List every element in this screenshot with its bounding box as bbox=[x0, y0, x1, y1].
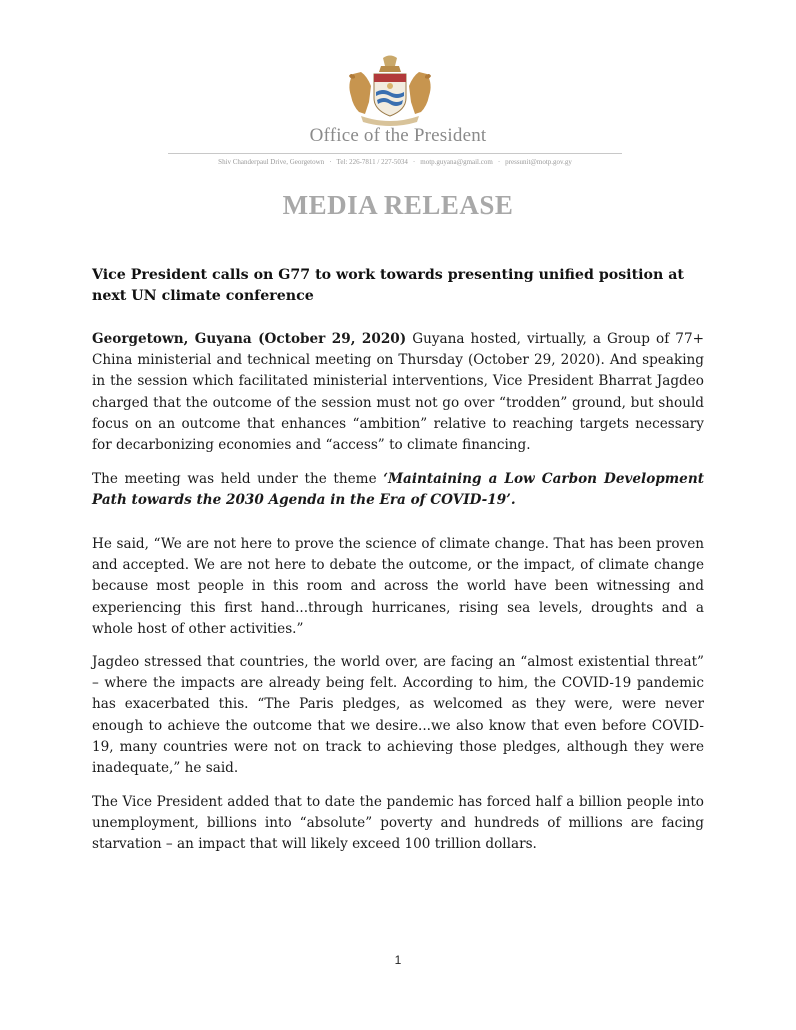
office-title: Office of the President bbox=[309, 125, 487, 146]
paragraph-5: The Vice President added that to date the pandemic has forced half a billion people into unemployment, billions into “absolute” poverty and hundreds of millions are facing starvation – an impact that will likely exceed 100 trillion dollars. bbox=[92, 794, 704, 853]
contact-email: motp.guyana@gmail.com bbox=[420, 158, 493, 166]
contact-line bbox=[168, 158, 622, 166]
contact-phone: Tel: 226-7811 / 227-5034 bbox=[336, 158, 408, 166]
separator-dot: · bbox=[497, 158, 501, 166]
page-number: 1 bbox=[394, 953, 402, 967]
paragraph-1-text: Guyana hosted, virtually, a Group of 77+ China ministerial and technical meeting on Thursday (October 29, 2020). And speaking in the session which facilitated ministerial interventions, Vice President Bharrat Jagdeo charged that the outcome of the session must not go over “trodden” ground, but should focus on an outcome that enhances “ambition” relative to reaching targets necessary for decarbonizing economies and “access” to climate financing. bbox=[92, 331, 704, 454]
paragraph-1 bbox=[92, 329, 704, 456]
separator-dot: · bbox=[412, 158, 416, 166]
paragraph-4: Jagdeo stressed that countries, the world over, are facing an “almost existential threat” – where the impacts are already being felt. According to him, the COVID-19 pandemic has exacerbated this. “The Paris pledges, as welcomed as they were, were never enough to achieve the outcome that we desire...we also know that even before COVID-19, many countries were not on track to achieving those pledges, although they were inadequate,” he said. bbox=[92, 654, 704, 777]
meeting-theme: ‘Maintaining a Low Carbon Development Path towards the 2030 Agenda in the Era of COVID-19’. bbox=[92, 471, 704, 509]
paragraph-2 bbox=[92, 469, 704, 511]
dateline: Georgetown, Guyana (October 29, 2020) bbox=[92, 331, 407, 347]
coat-of-arms-icon bbox=[343, 54, 437, 126]
header-divider bbox=[168, 153, 622, 154]
media-release-title: MEDIA RELEASE bbox=[282, 190, 514, 220]
contact-press-email: pressunit@motp.gov.gy bbox=[505, 158, 572, 166]
contact-address: Shiv Chanderpaul Drive, Georgetown bbox=[218, 158, 325, 166]
paragraph-2-intro: The meeting was held under the theme bbox=[92, 471, 384, 487]
paragraph-3: He said, “We are not here to prove the science of climate change. That has been proven and accepted. We are not here to debate the outcome, or the impact, of climate change because most people in this room and across the world have been witnessing and experiencing this first hand...through hurricanes, rising sea levels, droughts and a whole host of other activities.” bbox=[92, 536, 704, 637]
headline: Vice President calls on G77 to work towards presenting unified position at next UN climate conference bbox=[92, 267, 684, 304]
separator-dot: · bbox=[329, 158, 332, 166]
